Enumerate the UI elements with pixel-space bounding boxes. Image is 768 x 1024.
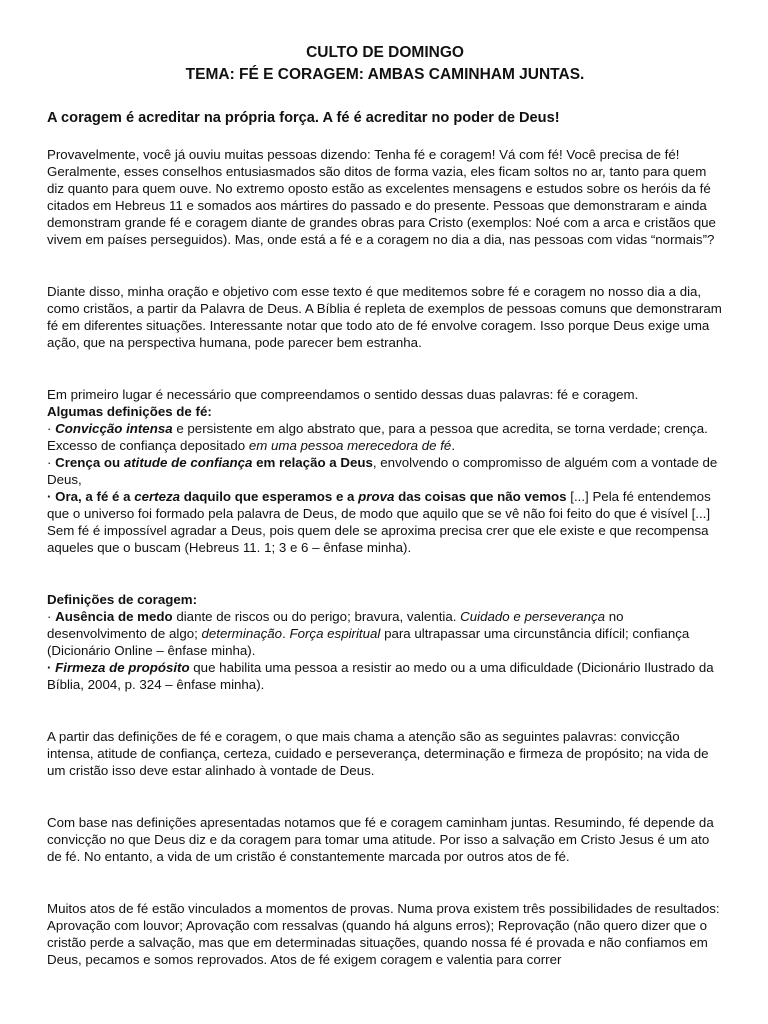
definition-text: , envolvendo o compromisso de alguém com a vontade de Deus, [47, 455, 718, 487]
definition-text: . [451, 438, 456, 453]
definition-text: diante de riscos ou do perigo; bravura, valentia. [172, 609, 461, 624]
emphasis: em relação a Deus [252, 455, 373, 470]
bullet-mark: · [47, 421, 56, 436]
emphasis: certeza [134, 489, 181, 504]
emphasis: Ausência de medo [55, 609, 173, 624]
emphasis: Crença ou [55, 455, 124, 470]
courage-definition-1 [47, 608, 723, 659]
definition-text: [...] Pela fé entendemos que o universo foi formado pela palavra de Deus, de modo que aquilo que se vê não foi feito do que é visível [...] Sem fé é impossível agradar a Deus, pois quem dele se aproxima precisa crer que ele existe e que recompensa aqueles que o buscam (Hebreus 11. 1; 3 e 6 – ênfase minha). [47, 489, 711, 555]
bullet-mark: · [47, 455, 56, 470]
title-line-2: TEMA: FÉ E CORAGEM: AMBAS CAMINHAM JUNTAS. [185, 66, 585, 83]
paragraph-purpose: Diante disso, minha oração e objetivo com esse texto é que meditemos sobre fé e coragem no nosso dia a dia, como cristãos, a partir da Palavra de Deus. A Bíblia é repleta de exemplos de pessoas comuns que demonstraram fé em diferentes situações. Interessante notar que todo ato de fé envolve coragem. Isso porque Deus exige uma ação, que na perspectiva humana, pode parecer bem estranha. [47, 284, 722, 350]
definition-text: para ultrapassar uma circunstância difícil; confiança (Dicionário Online – ênfase minha). [47, 626, 690, 658]
paragraph-intro: Provavelmente, você já ouviu muitas pessoas dizendo: Tenha fé e coragem! Vá com fé! Você precisa de fé! Geralmente, esses conselhos entusiasmados são ditos de forma vazia, eles ficam soltos no ar, tanto para quem diz quanto para quem ouve. No extremo oposto estão as excelentes mensagens e estudos sobre os heróis da fé citados em Hebreus 11 e somados aos mártires do passado e do presente. Pessoas que demonstraram e ainda demonstram grande fé e coragem diante de grandes obras para Cristo (exemplos: Noé com a arca e cristãos que vivem em países perseguidos). Mas, onde está a fé e a coragem no dia a dia, nas pessoas com vidas “normais”? [47, 147, 716, 247]
emphasis: atitude de confiança [123, 455, 253, 470]
title-line-1: CULTO DE DOMINGO [306, 44, 464, 61]
document-page [47, 42, 723, 968]
emphasis: em uma pessoa merecedora de fé [248, 438, 452, 453]
faith-definition-3 [47, 488, 723, 556]
emphasis: Força espiritual [289, 626, 381, 641]
emphasis: · Ora, a fé é a [47, 489, 135, 504]
emphasis: daquilo que esperamos e a [180, 489, 359, 504]
courage-definition-2 [47, 659, 723, 693]
definition-text: no desenvolvimento de algo; [47, 609, 624, 641]
paragraph-summary: Com base nas definições apresentadas notamos que fé e coragem caminham juntas. Resumindo, fé depende da convicção no que Deus diz e da coragem para tomar uma atitude. Por isso a salvação em Cristo Jesus é um ato de fé. No entanto, a vida de um cristão é constantemente marcada por outros atos de fé. [47, 815, 714, 864]
faith-definitions-section [47, 386, 723, 556]
paragraph-words: Em primeiro lugar é necessário que compreendamos o sentido dessas duas palavras: fé e coragem. [47, 387, 639, 402]
courage-definitions-section [47, 591, 723, 693]
emphasis: Cuidado e perseverança [460, 609, 606, 624]
bullet-mark: · [47, 660, 56, 675]
bullet-mark: · [47, 609, 56, 624]
emphasis: determinação [201, 626, 283, 641]
faith-definitions-heading: Algumas definições de fé: [47, 404, 212, 419]
courage-definitions-heading: Definições de coragem: [47, 592, 198, 607]
emphasis: Firmeza de propósito [55, 660, 190, 675]
paragraph-trials: Muitos atos de fé estão vinculados a momentos de provas. Numa prova existem três possibilidades de resultados: Aprovação com louvor; Aprovação com ressalvas (quando há alguns erros); Reprovação (não quero dizer que o cristão perde a salvação, mas que em determinadas situações, quando nossa fé é provada e não confiamos em Deus, pecamos e somos reprovados. Atos de fé exigem coragem e valentia para correr [47, 901, 720, 967]
subtitle: A coragem é acreditar na própria força. A fé é acreditar no poder de Deus! [47, 110, 560, 126]
paragraph-keywords: A partir das definições de fé e coragem, o que mais chama a atenção são as seguintes palavras: convicção intensa, atitude de confiança, certeza, cuidado e perseverança, determinação e firmeza de propósito; na vida de um cristão isso deve estar alinhado à vontade de Deus. [47, 729, 709, 778]
emphasis: Convicção intensa [55, 421, 173, 436]
page-title [47, 42, 723, 86]
faith-definition-2 [47, 454, 723, 488]
emphasis: das coisas que não vemos [394, 489, 567, 504]
definition-text: e persistente em algo abstrato que, para a pessoa que acredita, se torna verdade; crença. Excesso de confiança depositado [47, 421, 708, 453]
definition-text: que habilita uma pessoa a resistir ao medo ou a uma dificuldade (Dicionário Ilustrado da Bíblia, 2004, p. 324 – ênfase minha). [47, 660, 714, 692]
definition-text: . [282, 626, 290, 641]
emphasis: prova [358, 489, 395, 504]
faith-definition-1 [47, 420, 723, 454]
